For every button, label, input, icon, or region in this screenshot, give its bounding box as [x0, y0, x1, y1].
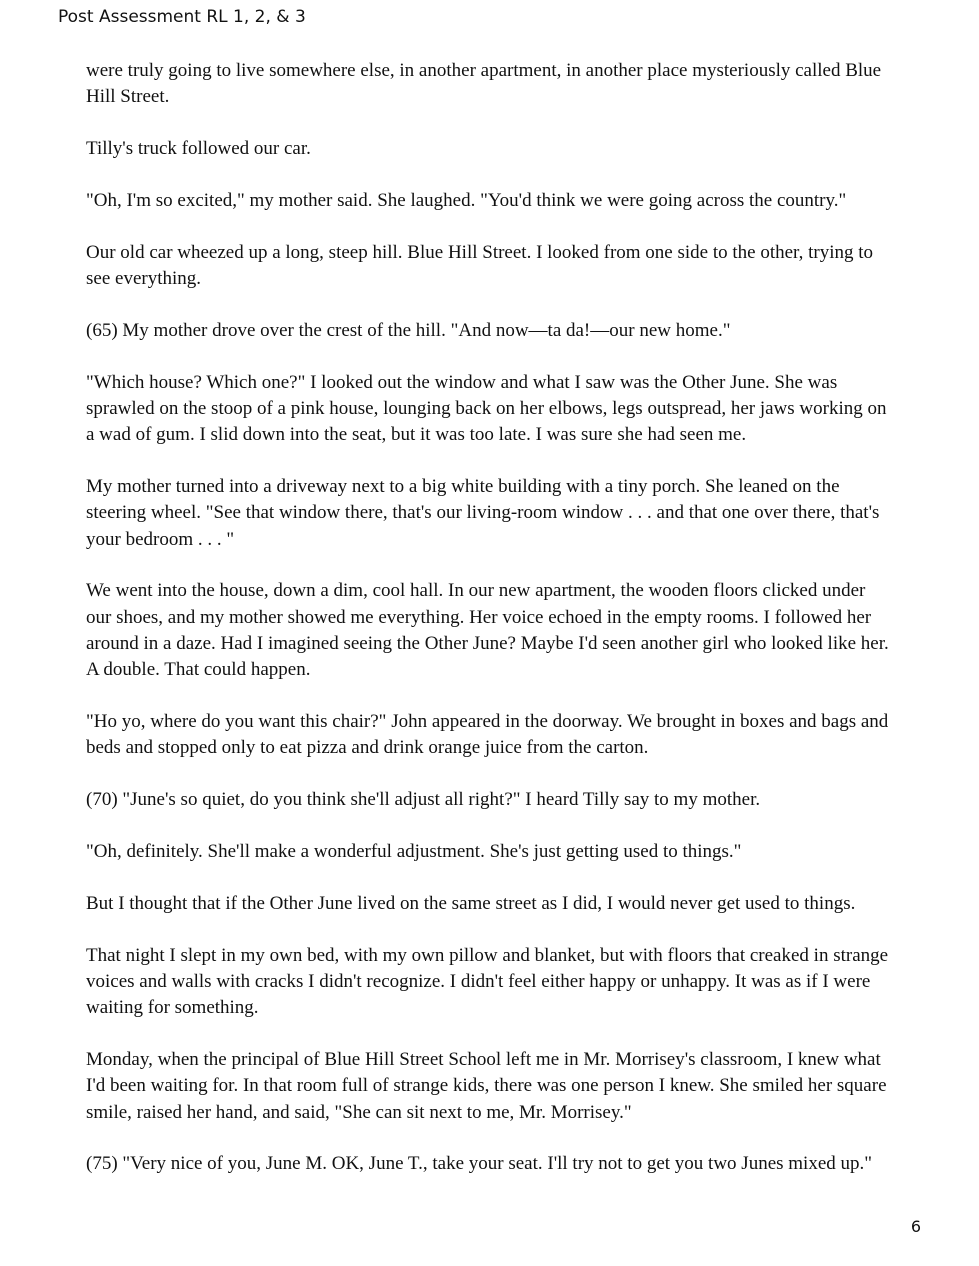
paragraph: My mother turned into a driveway next to a big white building with a tiny porch. She leaned on the steering wheel. "See that window there, that's our living-room window . . . and that one over there, that's your bedroom . . . " — [86, 475, 880, 550]
paragraph: But I thought that if the Other June lived on the same street as I did, I would never get used to things. — [86, 892, 856, 914]
paragraph: Tilly's truck followed our car. — [86, 138, 311, 160]
document-header-title: Post Assessment RL 1, 2, & 3 — [58, 7, 306, 27]
page-number: 6 — [910, 1217, 921, 1236]
paragraph: We went into the house, down a dim, cool hall. In our new apartment, the wooden floors clicked under our shoes, and my mother showed me everything. Her voice echoed in the empty rooms. I followed her around in a daze. Had I imagined seeing the Other June? Maybe I'd seen another girl who looked like her. A double. That could happen. — [86, 580, 889, 681]
paragraph: That night I slept in my own bed, with my own pillow and blanket, but with floors that creaked in strange voices and walls with cracks I didn't recognize. I didn't feel either happy or unhappy. It was as if I were waiting for something. — [86, 944, 889, 1019]
paragraph: (70) "June's so quiet, do you think she'll adjust all right?" I heard Tilly say to my mother. — [86, 789, 761, 811]
paragraph: were truly going to live somewhere else, in another apartment, in another place mysteriously called Blue Hill Street. — [86, 60, 882, 108]
paragraph: (75) "Very nice of you, June M. OK, June T., take your seat. I'll try not to get you two Junes mixed up." — [86, 1153, 873, 1175]
paragraph: Our old car wheezed up a long, steep hill. Blue Hill Street. I looked from one side to the other, trying to see everything. — [86, 241, 874, 289]
document-body — [86, 58, 894, 1203]
paragraph: "Oh, I'm so excited," my mother said. She laughed. "You'd think we were going across the country." — [86, 189, 847, 211]
paragraph: "Oh, definitely. She'll make a wonderful adjustment. She's just getting used to things." — [86, 840, 742, 862]
paragraph: "Ho yo, where do you want this chair?" John appeared in the doorway. We brought in boxes and bags and beds and stopped only to eat pizza and drink orange juice from the carton. — [86, 711, 889, 759]
paragraph: Monday, when the principal of Blue Hill Street School left me in Mr. Morrisey's classroom, I knew what I'd been waiting for. In that room full of strange kids, there was one person I knew. She smiled her square smile, raised her hand, and said, "She can sit next to me, Mr. Morrisey." — [86, 1048, 887, 1123]
paragraph: "Which house? Which one?" I looked out the window and what I saw was the Other June. She was sprawled on the stoop of a pink house, lounging back on her elbows, legs outspread, her jaws working on a wad of gum. I slid down into the seat, but it was too late. I was sure she had seen me. — [86, 371, 887, 446]
paragraph: (65) My mother drove over the crest of the hill. "And now—ta da!—our new home." — [86, 319, 731, 341]
